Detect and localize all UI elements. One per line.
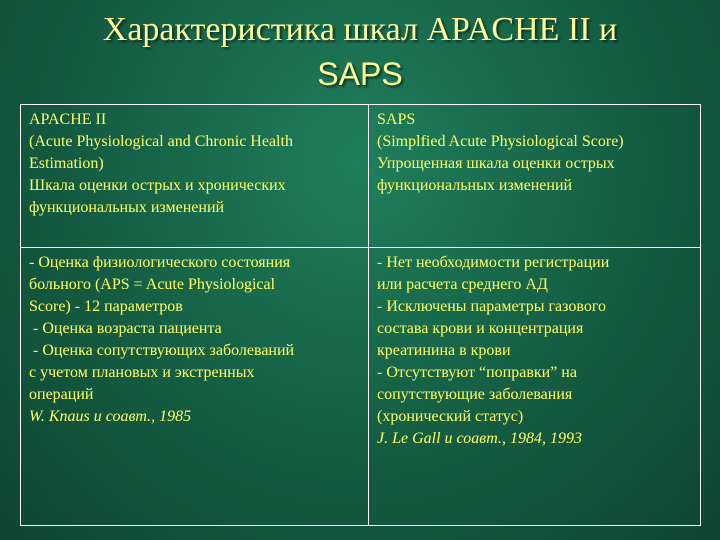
apache-detail-line: больного (APS = Acute Physiological (29, 276, 276, 293)
title-line-1: Характеристика шкал APACHE II и (102, 11, 618, 48)
apache-detail-line: - Оценка физиологического состояния (29, 254, 291, 271)
saps-header-line: (Simplfied Acute Physiological Score) (377, 133, 624, 150)
title-line-2: SAPS (317, 56, 403, 92)
saps-detail-line: - Отсутствуют “поправки” на (377, 364, 577, 381)
table-details-row (21, 248, 701, 526)
apache-detail-line: - Оценка сопутствующих заболеваний (29, 342, 295, 359)
saps-header-line: функциональных изменений (377, 177, 573, 194)
saps-citation: J. Le Gall и соавт., 1984, 1993 (377, 430, 582, 447)
apache-detail-line: операций (29, 386, 94, 403)
saps-detail-line: состава крови и концентрация (377, 320, 584, 337)
saps-detail-line: или расчета среднего АД (377, 276, 548, 293)
saps-detail-line: - Исключены параметры газового (377, 298, 606, 315)
apache-header-line: (Acute Physiological and Chronic Health (29, 133, 293, 150)
saps-header-cell (369, 105, 701, 248)
apache-details-cell (21, 248, 369, 526)
saps-details-cell (369, 248, 701, 526)
apache-header-cell (21, 105, 369, 248)
apache-detail-line: Score) - 12 параметров (29, 298, 183, 315)
saps-detail-line: - Нет необходимости регистрации (377, 254, 610, 271)
apache-detail-line: - Оценка возраста пациента (29, 320, 222, 337)
saps-detail-line: (хронический статус) (377, 408, 524, 425)
apache-header-line: функциональных изменений (29, 199, 225, 216)
apache-header-line: APACHE II (29, 111, 107, 128)
saps-detail-line: сопутствующие заболевания (377, 386, 573, 403)
table-header-row (21, 105, 701, 248)
apache-header-line: Estimation) (29, 155, 104, 172)
saps-detail-line: креатинина в крови (377, 342, 511, 359)
saps-header-line: Упрощенная шкала оценки острых (377, 155, 615, 172)
apache-header-line: Шкала оценки острых и хронических (29, 177, 286, 194)
saps-header-line: SAPS (377, 111, 416, 128)
apache-detail-line: с учетом плановых и экстренных (29, 364, 255, 381)
comparison-table (20, 104, 701, 526)
apache-citation: W. Knaus и соавт., 1985 (29, 408, 192, 425)
slide-title (0, 8, 720, 96)
